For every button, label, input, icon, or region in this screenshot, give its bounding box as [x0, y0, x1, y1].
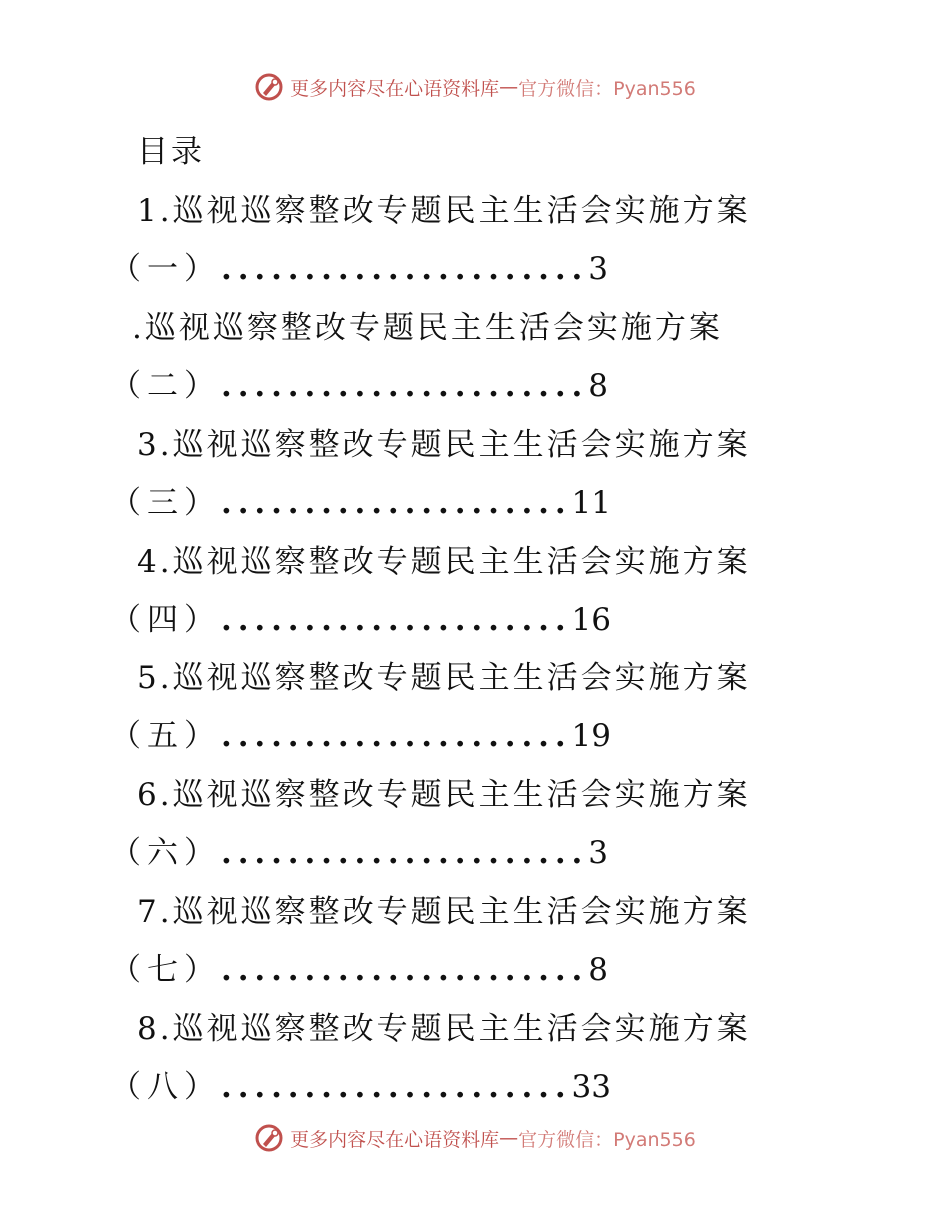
footer-banner — [0, 1123, 950, 1153]
toc-entry-8-sub[interactable] — [110, 1061, 611, 1106]
toc-entry-5-sub[interactable] — [110, 710, 611, 755]
toc-entry-sub-label: （五） — [110, 718, 221, 754]
toc-leader-dots: ..................... — [221, 485, 572, 521]
toc-leader-dots: ...................... — [221, 952, 589, 988]
toc-page-number: 8 — [588, 952, 608, 988]
toc-page-number: 8 — [588, 368, 608, 404]
toc-entry-sub-label: （六） — [110, 835, 221, 871]
toc-entry-sub-label: （四） — [110, 602, 221, 638]
toc-leader-dots: ..................... — [221, 1069, 572, 1105]
toc-entry-sub-label: （八） — [110, 1069, 221, 1105]
toc-entry-8-title[interactable]: 8.巡视巡察整改专题民主生活会实施方案 — [137, 1011, 751, 1047]
toc-leader-dots: ...................... — [221, 835, 589, 871]
toc-entry-1-title[interactable]: 1.巡视巡察整改专题民主生活会实施方案 — [137, 193, 751, 229]
banner-dash: — — [499, 76, 519, 98]
toc-title: 目录 — [137, 134, 205, 170]
toc-entry-5-title[interactable]: 5.巡视巡察整改专题民主生活会实施方案 — [137, 660, 751, 696]
toc-entry-sub-label: （二） — [110, 368, 221, 404]
toc-entry-7-title[interactable]: 7.巡视巡察整改专题民主生活会实施方案 — [137, 894, 751, 930]
toc-entry-4-title[interactable]: 4.巡视巡察整改专题民主生活会实施方案 — [137, 544, 751, 580]
banner-text-main: 更多内容尽在心语资料库 — [290, 77, 500, 100]
toc-page-number: 3 — [588, 835, 608, 871]
pen-logo-icon — [254, 1123, 284, 1153]
banner-wechat: 官方微信：Pyan556 — [518, 1128, 696, 1151]
toc-page-number: 19 — [571, 718, 611, 754]
toc-entry-3-title[interactable]: 3.巡视巡察整改专题民主生活会实施方案 — [137, 427, 751, 463]
toc-entry-sub-label: （一） — [110, 251, 221, 287]
toc-entry-4-sub[interactable] — [110, 594, 611, 639]
toc-entry-6-title[interactable]: 6.巡视巡察整改专题民主生活会实施方案 — [137, 777, 751, 813]
toc-entry-2-sub[interactable] — [110, 360, 608, 405]
toc-page-number: 11 — [571, 485, 611, 521]
toc-leader-dots: ...................... — [221, 368, 589, 404]
banner-dash: — — [499, 1127, 519, 1149]
toc-entry-2-title[interactable]: .巡视巡察整改专题民主生活会实施方案 — [132, 310, 723, 346]
toc-entry-7-sub[interactable] — [110, 944, 608, 989]
toc-entry-sub-label: （三） — [110, 485, 221, 521]
toc-page-number: 16 — [571, 602, 611, 638]
banner-text-main: 更多内容尽在心语资料库 — [290, 1128, 500, 1151]
toc-entry-sub-label: （七） — [110, 952, 221, 988]
toc-entry-3-sub[interactable] — [110, 477, 611, 522]
toc-entry-1-sub[interactable] — [110, 243, 608, 288]
toc-page-number: 3 — [588, 251, 608, 287]
toc-leader-dots: ..................... — [221, 718, 572, 754]
pen-logo-icon — [254, 72, 284, 102]
banner-wechat: 官方微信：Pyan556 — [518, 77, 696, 100]
toc-entry-6-sub[interactable] — [110, 827, 608, 872]
toc-leader-dots: ...................... — [221, 251, 589, 287]
toc-page-number: 33 — [571, 1069, 611, 1105]
header-banner — [0, 72, 950, 102]
toc-leader-dots: ..................... — [221, 602, 572, 638]
